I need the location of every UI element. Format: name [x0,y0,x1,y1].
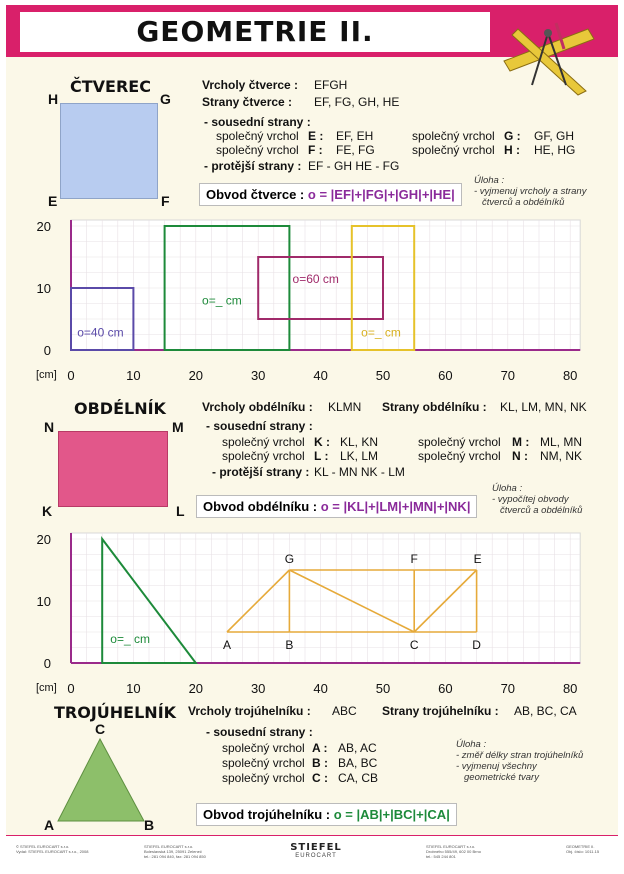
triangle-adjacent-b-label: společný vrchol [222,756,305,770]
x-tick-label: 10 [126,368,141,383]
square-sides-value: EF, FG, GH, HE [314,95,400,109]
triangle-perimeter-label: Obvod trojúhelníku : [203,807,331,822]
triangle-adjacent-label: - sousední strany : [206,725,313,739]
triangle-shape [56,737,148,823]
rectangle-adjacent-l-label: společný vrchol [222,449,305,463]
rectangle-opposite-value: KL - MN NK - LM [314,465,405,479]
point-label-d: D [472,638,481,652]
triangle-adjacent-c-value: CA, CB [338,771,379,785]
triangle-adjacent-a-value: AB, AC [338,741,377,755]
page-title: GEOMETRIE II. [136,15,374,48]
y-tick-label: 20 [36,532,51,547]
x-tick-label: 0 [67,681,75,696]
rectangle-vertices-value: KLMN [328,400,362,414]
unit-label: [cm] [36,682,57,694]
square-opposite-label: - protější strany : [204,159,302,173]
rectangle-task-line: čtverců a obdélníků [500,505,583,516]
triangle-sides-value: AB, BC, CA [514,704,577,718]
square-adjacent-h-label: společný vrchol [412,143,495,157]
square-adjacent-e-value: EF, EH [336,129,374,143]
y-tick-label: 20 [36,219,51,234]
footer-right [566,844,599,854]
rectangle-task [492,483,582,516]
point-label-e: E [473,552,482,566]
x-tick-label: 40 [313,368,328,383]
rectangle-adjacent-k-vertex: K : [314,435,330,449]
rectangle-sides-label: Strany obdélníku : [382,400,487,414]
x-tick-label: 80 [562,681,578,696]
triangle-adjacent-c-vertex: C : [312,771,328,785]
square-adjacent-h-vertex: H : [504,143,520,157]
square-adjacent-g-label: společný vrchol [412,129,495,143]
x-tick-label: 10 [126,681,141,696]
rectangle-sides-value: KL, LM, MN, NK [500,400,587,414]
rectangle-perimeter-formula: o = |KL|+|LM|+|MN|+|NK| [320,499,471,514]
perimeter-label: o=_ cm [110,632,150,647]
rectangle-perimeter-box [196,495,477,518]
footer-text: tel.: 281 094 840, fax: 281 094 850 [144,854,206,859]
x-tick-label: 70 [500,368,516,383]
footer-text: STIEFEL EUROCART s.r.o. [144,844,194,849]
footer-left [16,844,88,854]
rectangle-adjacent-n-vertex: N : [512,449,528,463]
square-adjacent-h-value: HE, HG [534,143,576,157]
square-adjacent-f-value: FE, FG [336,143,375,157]
y-tick-label: 0 [43,343,51,358]
square-vertices-value: EFGH [314,78,348,92]
geometry-tools-icon [498,19,598,97]
poster [6,5,618,869]
footer-text: Drobného 555/49, 602 00 Brno [426,849,481,854]
footer-logo [284,842,348,859]
x-tick-label: 60 [438,368,453,383]
footer-text: Boleslavská 139, 25091 Zeleneč [144,849,202,854]
footer-mid2 [426,844,481,859]
rectangle-adjacent-m-vertex: M : [512,435,530,449]
rectangle-vertices-label: Vrcholy obdélníku : [202,400,313,414]
square-corner-f: F [161,193,170,209]
triangle-vertices-label: Vrcholy trojúhelníku : [188,704,311,718]
triangle-task-line: geometrické tvary [464,772,539,783]
triangle-adjacent-a-label: společný vrchol [222,741,305,755]
triangle-task-line: - změř délky stran trojúhelníků [456,750,584,761]
footer-text: © STIEFEL EUROCART s.r.o. [16,844,70,849]
rectangle-adjacent-n-value: NM, NK [540,449,582,463]
logo-subtext: EUROCART [295,853,337,859]
grid-squares-rectangles [6,210,618,390]
footer-text: Obj. číslo: 1011.15 [566,849,600,854]
triangle-perimeter-formula: o = |AB|+|BC|+|CA| [333,807,450,822]
footer-text: GEOMETRIE II. [566,844,595,849]
square-adjacent-g-vertex: G : [504,129,521,143]
square-corner-e: E [48,193,58,209]
rectangle-task-line: - vypočítej obvody [492,494,569,505]
square-corner-g: G [160,91,171,107]
square-adjacent-label: - sousední strany : [204,115,311,129]
rectangle-heading: OBDÉLNÍK [74,399,166,418]
x-tick-label: 30 [250,681,266,696]
rectangle-corner-m: M [172,419,184,435]
rectangle-adjacent-m-label: společný vrchol [418,435,501,449]
rectangle-task-title: Úloha : [492,483,523,494]
x-tick-label: 80 [562,368,578,383]
rectangle-adjacent-k-label: společný vrchol [222,435,305,449]
rectangle-adjacent-n-label: společný vrchol [418,449,501,463]
x-tick-label: 40 [313,681,328,696]
triangle-adjacent-b-vertex: B : [312,756,328,770]
square-adjacent-f-label: společný vrchol [216,143,299,157]
square-perimeter-box [199,183,462,206]
triangle-perimeter-box [196,803,457,826]
x-tick-label: 50 [375,681,391,696]
rectangle-perimeter-label: Obvod obdélníku : [203,499,318,514]
triangle-adjacent-a-vertex: A : [312,741,328,755]
x-tick-label: 0 [67,368,75,383]
point-label-c: C [409,638,419,652]
square-shape [60,103,158,199]
x-tick-label: 60 [438,681,453,696]
rectangle-adjacent-k-value: KL, KN [340,435,379,449]
square-corner-h: H [48,91,59,107]
footer-text: Vydal: STIEFEL EUROCART s.r.o., 2008 [16,849,89,854]
rectangle-corner-k: K [42,503,53,519]
triangle-vertices-value: ABC [332,704,357,718]
triangle-corner-b: B [144,817,155,833]
logo-text: STIEFEL [290,842,342,853]
y-tick-label: 0 [43,656,51,671]
square-opposite-value: EF - GH HE - FG [308,159,400,173]
square-heading: ČTVEREC [70,77,151,96]
square-task-line: čtverců a obdélníků [482,197,565,208]
footer-text: tel.: 545 244 801 [426,854,456,859]
point-label-g: G [284,552,295,566]
footer [6,835,618,869]
triangle-sides-label: Strany trojúhelníku : [382,704,499,718]
footer-mid1 [144,844,206,859]
square-vertices-label: Vrcholy čtverce : [202,78,299,92]
rectangle-adjacent-l-value: LK, LM [340,449,379,463]
x-tick-label: 20 [188,368,204,383]
rectangle-opposite-label: - protější strany : [212,465,310,479]
point-label-b: B [285,638,294,652]
triangle-task [456,739,583,783]
perimeter-label: o=60 cm [292,272,339,287]
square-task [474,175,586,208]
rectangle-adjacent-label: - sousední strany : [206,419,313,433]
point-label-a: A [222,638,232,652]
perimeter-label: o=40 cm [77,325,124,340]
square-adjacent-e-vertex: E : [308,129,324,143]
x-tick-label: 50 [375,368,391,383]
perimeter-label: o=_ cm [361,325,401,340]
square-task-title: Úloha : [474,175,505,186]
triangle-heading: TROJÚHELNÍK [54,703,177,722]
triangle-adjacent-b-value: BA, BC [338,756,378,770]
title-box [20,12,490,52]
square-perimeter-label: Obvod čtverce : [206,187,305,202]
x-tick-label: 30 [250,368,266,383]
y-tick-label: 10 [36,594,51,609]
square-perimeter-formula: o = |EF|+|FG|+|GH|+|HE| [307,187,455,202]
triangle-corner-a: A [44,817,55,833]
point-label-f: F [410,552,418,566]
square-adjacent-f-vertex: F : [308,143,323,157]
unit-label: [cm] [36,369,57,381]
perimeter-label: o=_ cm [202,293,242,308]
rectangle-corner-n: N [44,419,55,435]
triangle-task-title: Úloha : [456,739,487,750]
square-sides-label: Strany čtverce : [202,95,293,109]
rectangle-adjacent-m-value: ML, MN [540,435,582,449]
square-adjacent-g-value: GF, GH [534,129,575,143]
footer-text: STIEFEL EUROCART s.r.o. [426,844,476,849]
rectangle-corner-l: L [176,503,185,519]
rectangle-adjacent-l-vertex: L : [314,449,329,463]
triangle-task-line: - vyjmenuj všechny [456,761,537,772]
y-tick-label: 10 [36,281,51,296]
grid-triangles [6,523,618,703]
x-tick-label: 70 [500,681,516,696]
rectangle-shape [58,431,168,507]
x-tick-label: 20 [188,681,204,696]
square-adjacent-e-label: společný vrchol [216,129,299,143]
triangle-corner-c: C [95,721,106,737]
square-task-line: - vyjmenuj vrcholy a strany [474,186,587,197]
triangle-adjacent-c-label: společný vrchol [222,771,305,785]
